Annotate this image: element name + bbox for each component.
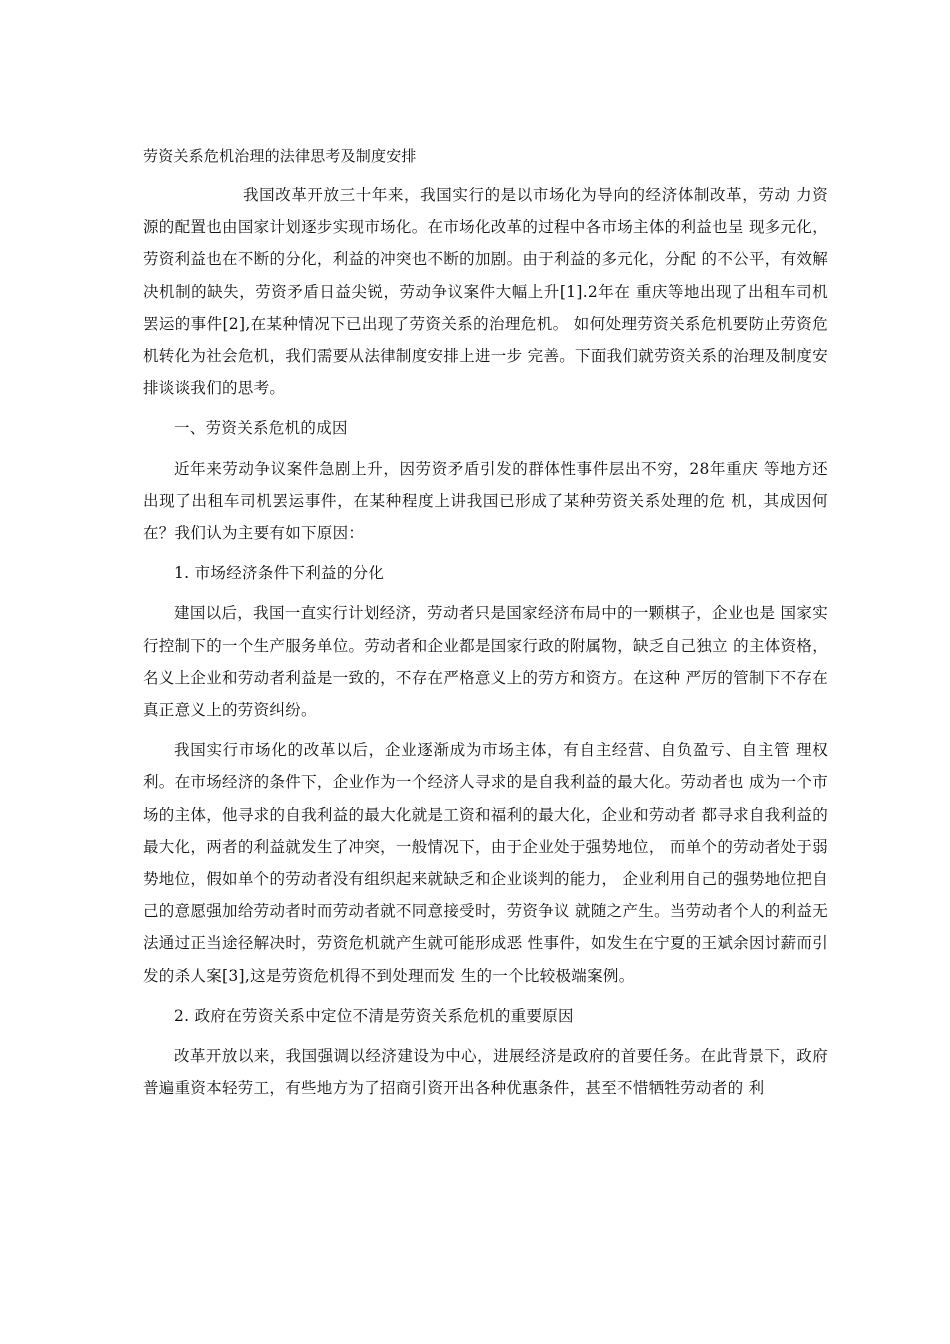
subsection-1-paragraph-2: 我国实行市场化的改革以后，企业逐渐成为市场主体，有自主经营、自负盈亏、自主管 理权利。在市场经济的条件下，企业作为一个经济人寻求的是自我利益的最大化。劳动者也 成为一个市场的主体，他寻求的自我利益的最大化就是工资和福利的最大化，企业和劳动者 都寻求自我利益的最大化，两者的利益就发生了冲突，一般情况下，由于企业处于强势地位， 而单个的劳动者处于弱势地位，假如单个的劳动者没有组织起来就缺乏和企业谈判的能力， 企业利用自己的强势地位把自己的意愿强加给劳动者时而劳动者就不同意接受时，劳资争议 就随之产生。当劳动者个人的利益无法通过正当途径解决时，劳资危机就产生就可能形成恶 性事件，如发生在宁夏的王斌余因讨薪而引发的杀人案[3],这是劳资危机得不到处理而发 生的一个比较极端案例。	[143, 741, 828, 985]
section-heading-causes: 一、劳资关系危机的成因	[174, 419, 348, 438]
subsection-heading-1: 1. 市场经济条件下利益的分化	[174, 564, 385, 583]
section-paragraph-causes: 近年来劳动争议案件急剧上升，因劳资矛盾引发的群体性事件层出不穷，28年重庆 等地方还出现了出租车司机罢运事件，在某种程度上讲我国已形成了某种劳资关系处理的危 机，其成因何在？我们认为主要有如下原因：	[143, 459, 828, 543]
subsection-1-paragraph-1: 建国以后，我国一直实行计划经济，劳动者只是国家经济布局中的一颗棋子，企业也是 国家实行控制下的一个生产服务单位。劳动者和企业都是国家行政的附属物，缺乏自己独立 的主体资格，名义上企业和劳动者利益是一致的，不存在严格意义上的劳方和资方。在这种 严厉的管制下不存在真正意义上的劳资纠纷。	[143, 604, 828, 720]
document-body	[143, 143, 828, 1112]
subsection-2-paragraph-1: 改革开放以来，我国强调以经济建设为中心，进展经济是政府的首要任务。在此背景下，政府普遍重资本轻劳工，有些地方为了招商引资开出各种优惠条件，甚至不惜牺牲劳动者的 利	[143, 1047, 828, 1098]
subsection-heading-2: 2. 政府在劳资关系中定位不清是劳资关系危机的重要原因	[174, 1006, 574, 1025]
document-title: 劳资关系危机治理的法律思考及制度安排	[143, 147, 417, 165]
intro-paragraph: 我国改革开放三十年来，我国实行的是以市场化为导向的经济体制改革，劳动 力资源的配置也由国家计划逐步实现市场化。在市场化改革的过程中各市场主体的利益也呈 现多元化，劳资利益也在不断的分化，利益的冲突也不断的加剧。由于利益的多元化，分配 的不公平，有效解决机制的缺失，劳资矛盾日益尖锐，劳动争议案件大幅上升[1].2年在 重庆等地出现了出租车司机罢运的事件[2],在某种情况下已出现了劳资关系的治理危机。 如何处理劳资关系危机要防止劳资危机转化为社会危机，我们需要从法律制度安排上进一步 完善。下面我们就劳资关系的治理及制度安排谈谈我们的思考。	[143, 186, 828, 398]
